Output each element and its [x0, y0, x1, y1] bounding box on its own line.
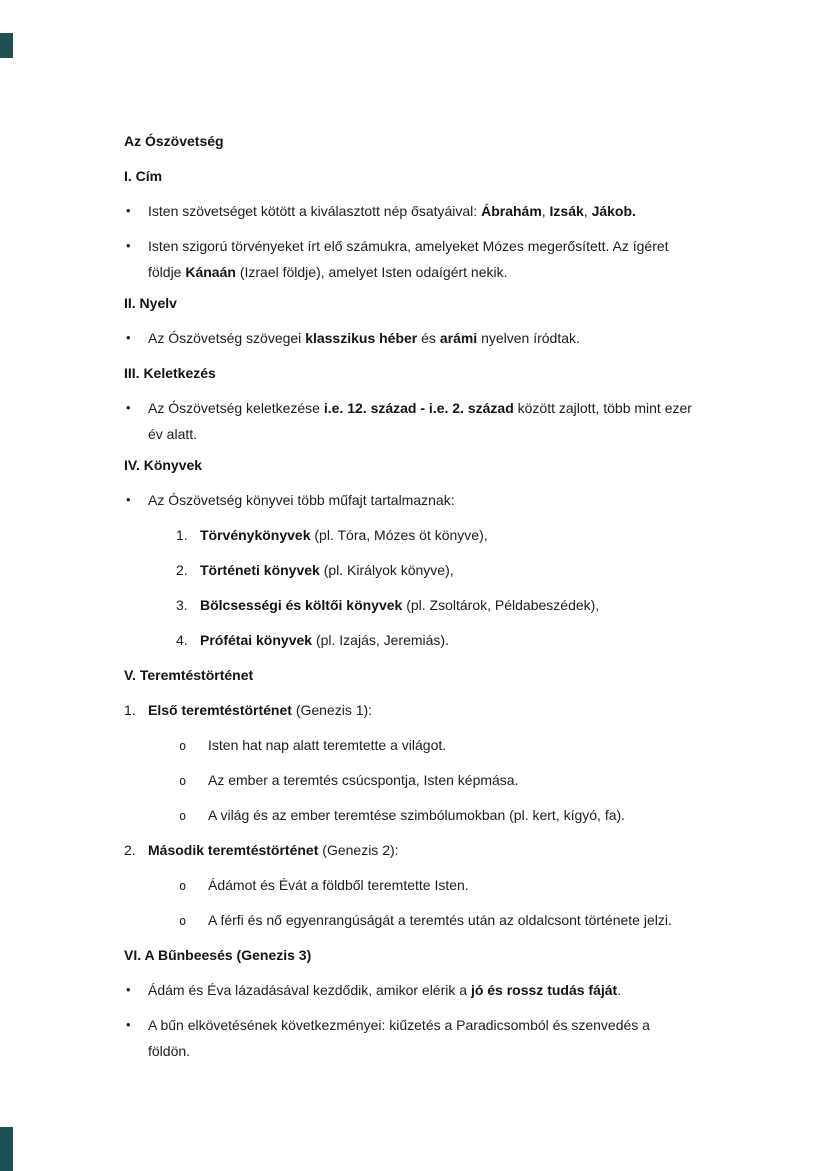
text-run: (pl. Tóra, Mózes öt könyve), — [310, 527, 488, 543]
text-run: A világ és az ember teremtése szimbólumokban (pl. kert, kígyó, fa). — [208, 807, 626, 823]
text-run: klasszikus héber — [305, 330, 418, 346]
text-run: Ábrahám — [481, 203, 542, 219]
list-item — [124, 395, 764, 447]
bullet-icon: • — [126, 203, 131, 218]
list-item — [124, 233, 764, 285]
text-run: Isten szigorú törvényeket írt elő számukra, amelyeket Mózes megerősített. Az ígéret — [148, 238, 669, 254]
text-run: Törvénykönyvek — [200, 527, 311, 543]
text-run: Izsák — [549, 203, 584, 219]
text-run: (pl. Zsoltárok, Példabeszédek), — [402, 597, 600, 613]
text-run: földön. — [148, 1043, 191, 1059]
list-item — [124, 977, 764, 1003]
text-run: nyelven íródtak. — [477, 330, 580, 346]
text-run: A bűn elkövetésének következményei: kiűzetés a Paradicsomból és szenvedés a — [148, 1017, 650, 1033]
text-run: i.e. 12. század - i.e. 2. század — [323, 400, 514, 416]
list-item — [124, 198, 764, 224]
text-run: (pl. Izajás, Jeremiás). — [312, 632, 449, 648]
section-heading — [124, 662, 764, 688]
page-edge-mark-top — [0, 33, 13, 58]
list-item — [124, 487, 764, 513]
section-heading — [124, 942, 764, 968]
text-run: Isten hat nap alatt teremtette a világot. — [208, 737, 447, 753]
circle-bullet-icon: o — [179, 774, 187, 788]
list-item — [124, 522, 764, 548]
list-number: 1. — [176, 527, 188, 543]
text-run: Az ember a teremtés csúcspontja, Isten képmása. — [208, 772, 519, 788]
bullet-icon: • — [126, 330, 131, 345]
text-run: között zajlott, több mint ezer — [513, 400, 692, 416]
text-run: (Izrael földje), amelyet Isten odaígért nekik. — [235, 264, 508, 280]
text-run: Az Ószövetség könyvei több műfajt tartalmaznak: — [148, 492, 455, 508]
text-run: VI. A Bűnbeesés (Genezis 3) — [124, 947, 312, 963]
text-run: I. Cím — [124, 168, 163, 184]
section-heading — [124, 360, 764, 386]
circle-bullet-icon: o — [179, 914, 187, 928]
section-heading — [124, 452, 764, 478]
bullet-icon: • — [126, 400, 131, 415]
list-item — [124, 767, 764, 793]
text-run: Első teremtéstörténet — [148, 702, 292, 718]
list-item — [124, 837, 764, 863]
circle-bullet-icon: o — [179, 879, 187, 893]
text-run: Az Ószövetség szövegei — [148, 330, 306, 346]
text-run: földje — [148, 264, 186, 280]
text-run: Történeti könyvek — [200, 562, 320, 578]
section-heading — [124, 128, 764, 154]
text-run: Ádám és Éva lázadásával kezdődik, amikor elérik a — [148, 982, 471, 998]
bullet-icon: • — [126, 982, 131, 997]
text-run: (Genezis 2): — [318, 842, 399, 858]
circle-bullet-icon: o — [179, 739, 187, 753]
text-run: , — [541, 203, 550, 219]
text-run: arámi — [439, 330, 478, 346]
list-number: 2. — [124, 842, 136, 858]
list-number: 1. — [124, 702, 136, 718]
list-item — [124, 557, 764, 583]
page-edge-mark-bottom — [0, 1127, 13, 1171]
list-number: 2. — [176, 562, 188, 578]
text-run: év alatt. — [148, 426, 198, 442]
list-item — [124, 732, 764, 758]
text-run: , — [583, 203, 592, 219]
list-number: 4. — [176, 632, 188, 648]
list-item — [124, 325, 764, 351]
text-run: és — [417, 330, 440, 346]
list-item — [124, 802, 764, 828]
text-run: Bölcsességi és költői könyvek — [200, 597, 403, 613]
list-number: 3. — [176, 597, 188, 613]
list-item — [124, 627, 764, 653]
text-run: III. Keletkezés — [124, 365, 216, 381]
circle-bullet-icon: o — [179, 809, 187, 823]
text-run: . — [617, 982, 622, 998]
document-content — [124, 0, 764, 1064]
text-run: Az Ószövetség keletkezése — [148, 400, 324, 416]
text-run: A férfi és nő egyenrangúságát a teremtés után az oldalcsont története jelzi. — [208, 912, 672, 928]
text-run: II. Nyelv — [124, 295, 177, 311]
text-run: Jákob. — [591, 203, 636, 219]
section-heading — [124, 163, 764, 189]
list-item — [124, 592, 764, 618]
list-item — [124, 872, 764, 898]
text-run: (Genezis 1): — [291, 702, 373, 718]
text-run: V. Teremtéstörténet — [124, 667, 254, 683]
text-run: Az Ószövetség — [124, 133, 224, 149]
bullet-icon: • — [126, 238, 131, 253]
bullet-icon: • — [126, 492, 131, 507]
text-run: Kánaán — [185, 264, 236, 280]
text-run: Ádámot és Évát a földből teremtette Isten. — [208, 877, 469, 893]
text-run: jó és rossz tudás fáját — [470, 982, 618, 998]
text-run: Isten szövetséget kötött a kiválasztott nép ősatyáival: — [148, 203, 482, 219]
text-run: IV. Könyvek — [124, 457, 203, 473]
text-run: Prófétai könyvek — [200, 632, 313, 648]
list-item — [124, 1012, 764, 1064]
text-run: (pl. Királyok könyve), — [319, 562, 454, 578]
list-item — [124, 697, 764, 723]
section-heading — [124, 290, 764, 316]
list-item — [124, 907, 764, 933]
text-run: Második teremtéstörténet — [148, 842, 319, 858]
bullet-icon: • — [126, 1017, 131, 1032]
